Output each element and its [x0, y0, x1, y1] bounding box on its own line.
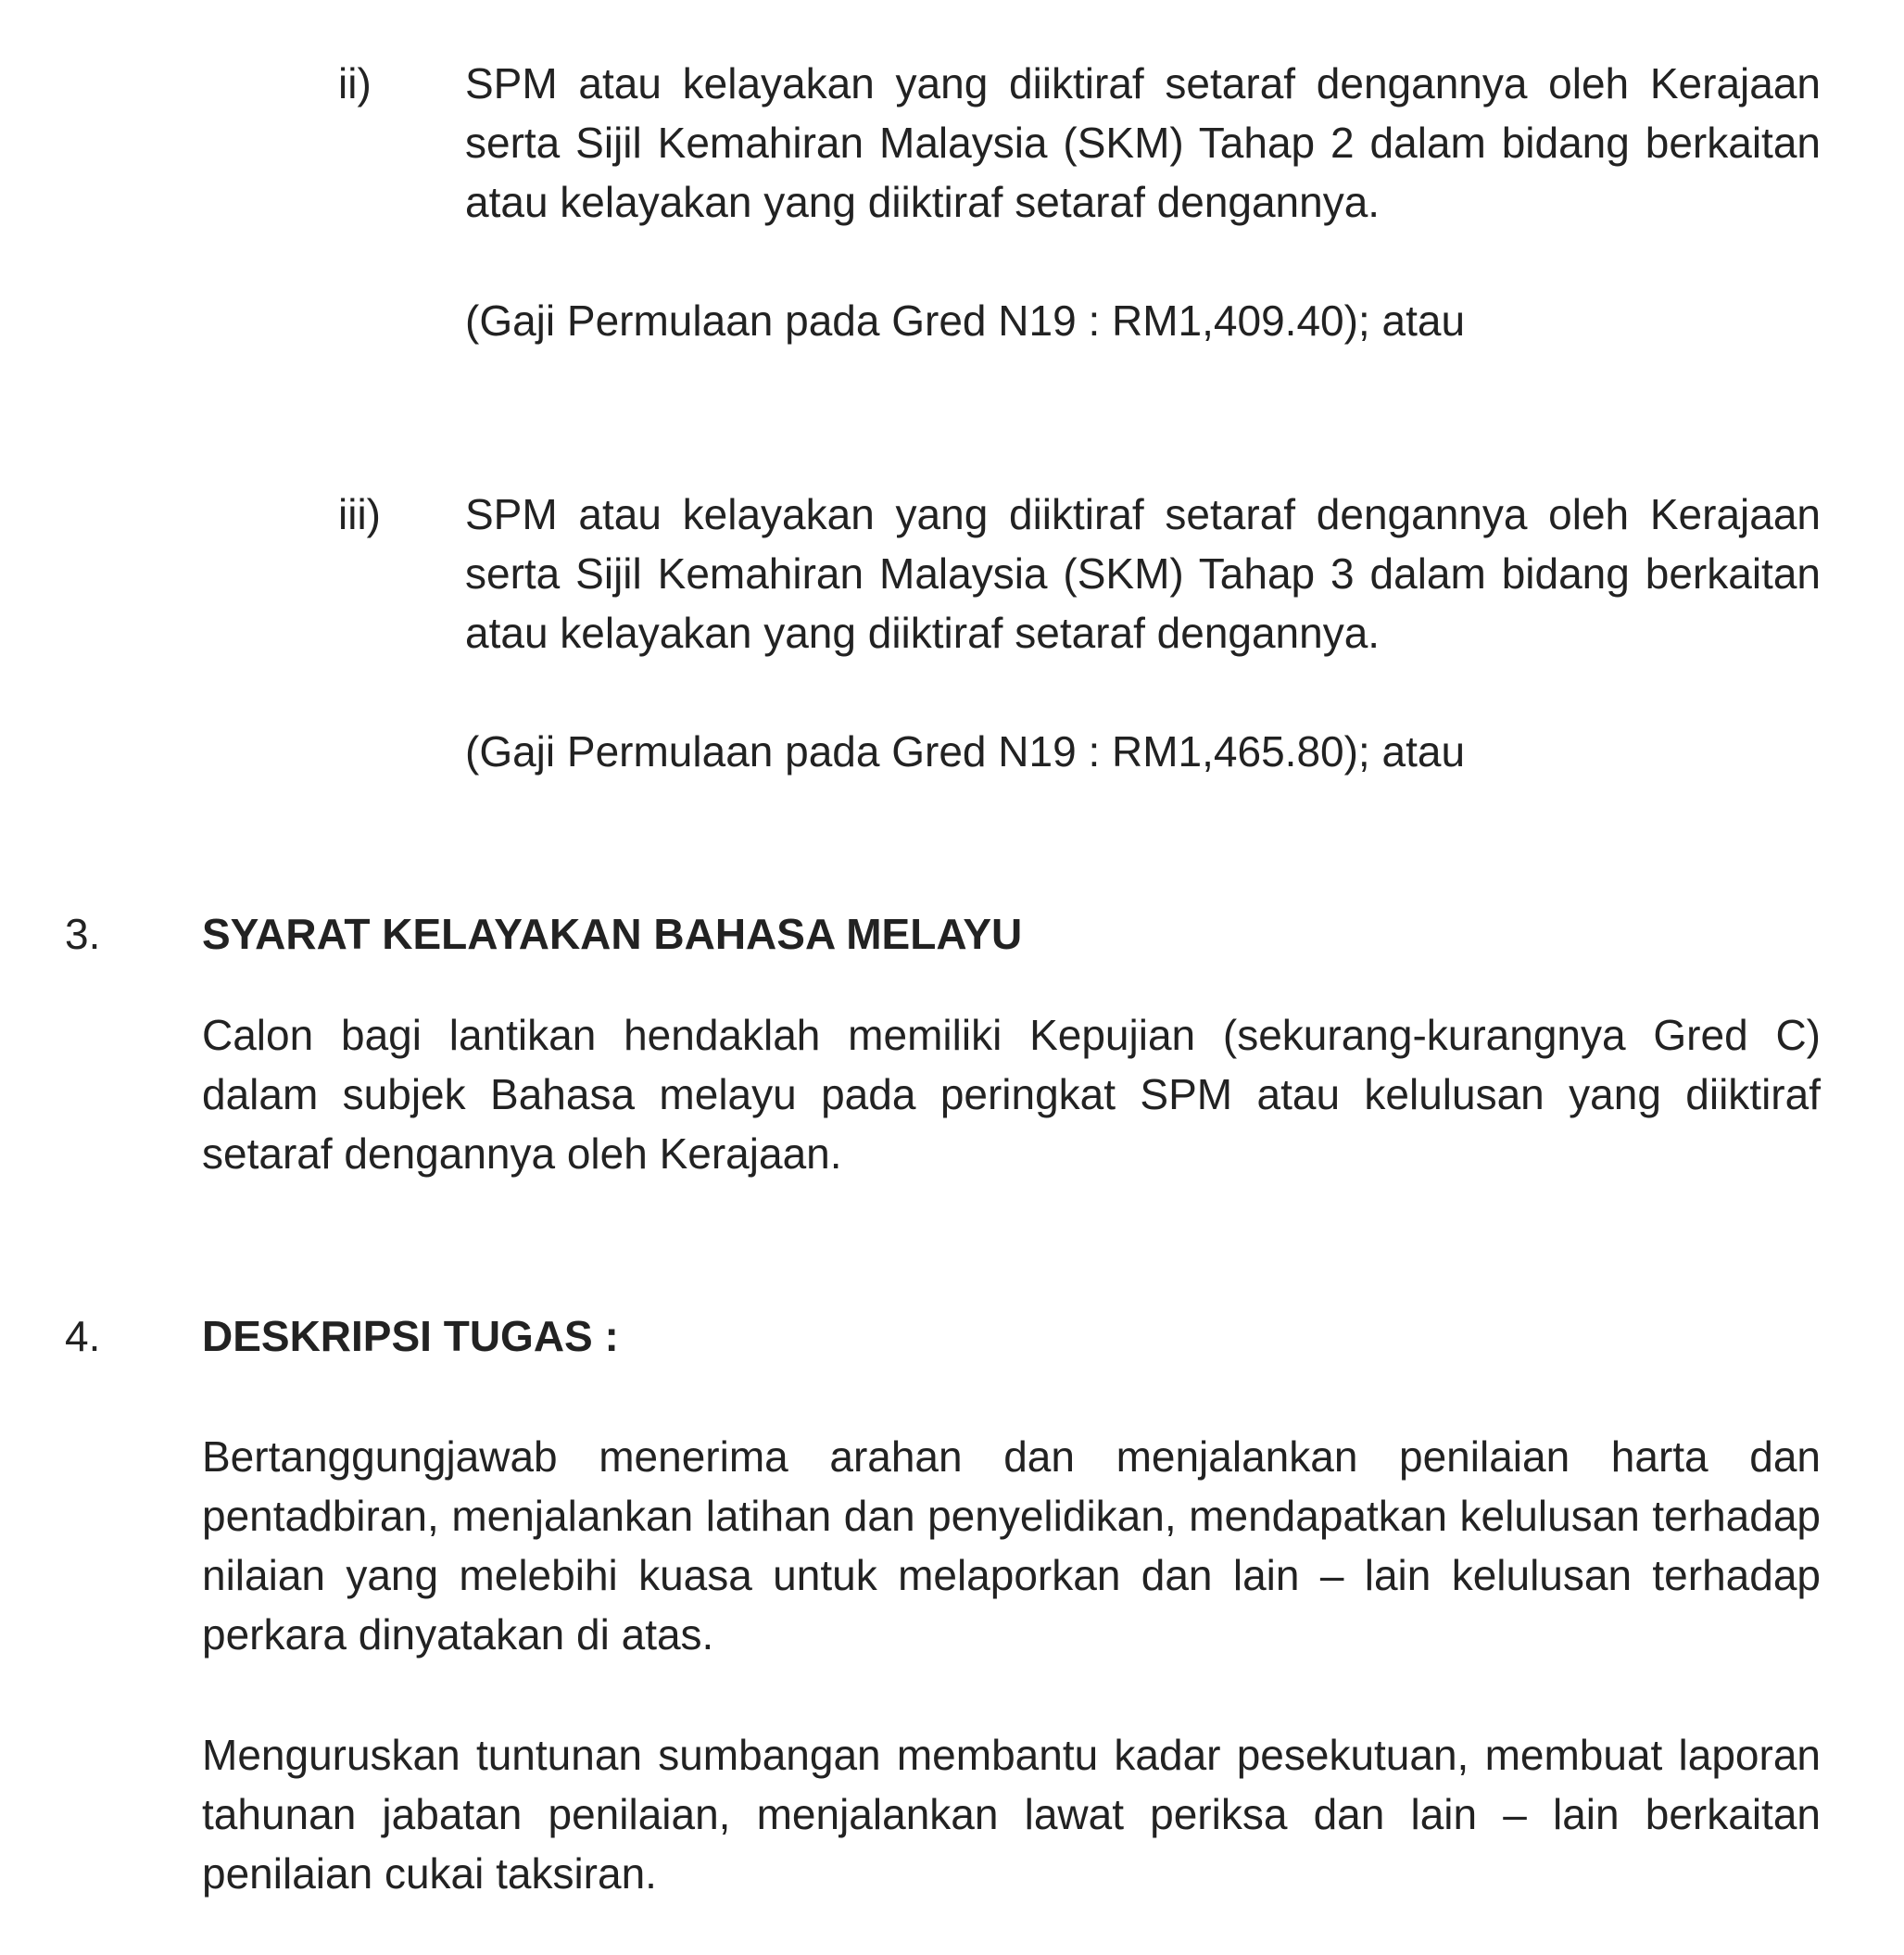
item-marker-ii: ii) [338, 59, 372, 107]
section-3-title: SYARAT KELAYAKAN BAHASA MELAYU [202, 910, 1023, 958]
section-3-number: 3. [65, 910, 101, 958]
item-salary-iii: (Gaji Permulaan pada Gred N19 : RM1,465.80); atau [465, 727, 1466, 776]
item-salary-ii: (Gaji Permulaan pada Gred N19 : RM1,409.40); atau [465, 296, 1466, 345]
item-text-iii: SPM atau kelayakan yang diiktiraf setaraf dengannya oleh Kerajaan serta Sijil Kemahiran Malaysia (SKM) Tahap 3 dalam bidang berkaitan atau kelayakan yang diiktiraf setaraf dengannya. [465, 490, 1821, 657]
section-3-paragraph: Calon bagi lantikan hendaklah memiliki Kepujian (sekurang-kurangnya Gred C) dalam subjek Bahasa melayu pada peringkat SPM atau kelulusan yang diiktiraf setaraf dengannya oleh Kerajaan. [202, 1011, 1821, 1178]
section-4-title: DESKRIPSI TUGAS : [202, 1312, 619, 1360]
section-4-number: 4. [65, 1312, 101, 1360]
item-marker-iii: iii) [338, 490, 381, 538]
item-text-ii: SPM atau kelayakan yang diiktiraf setaraf dengannya oleh Kerajaan serta Sijil Kemahiran Malaysia (SKM) Tahap 2 dalam bidang berkaitan atau kelayakan yang diiktiraf setaraf dengannya. [465, 59, 1821, 226]
section-4-paragraph-2: Menguruskan tuntunan sumbangan membantu kadar pesekutuan, membuat laporan tahunan jabatan penilaian, menjalankan lawat periksa dan lain – lain berkaitan penilaian cukai taksiran. [202, 1731, 1821, 1898]
section-4-paragraph-1: Bertanggungjawab menerima arahan dan menjalankan penilaian harta dan pentadbiran, menjalankan latihan dan penyelidikan, mendapatkan kelulusan terhadap nilaian yang melebihi kuasa untuk melaporkan dan lain – lain kelulusan terhadap perkara dinyatakan di atas. [202, 1432, 1821, 1659]
